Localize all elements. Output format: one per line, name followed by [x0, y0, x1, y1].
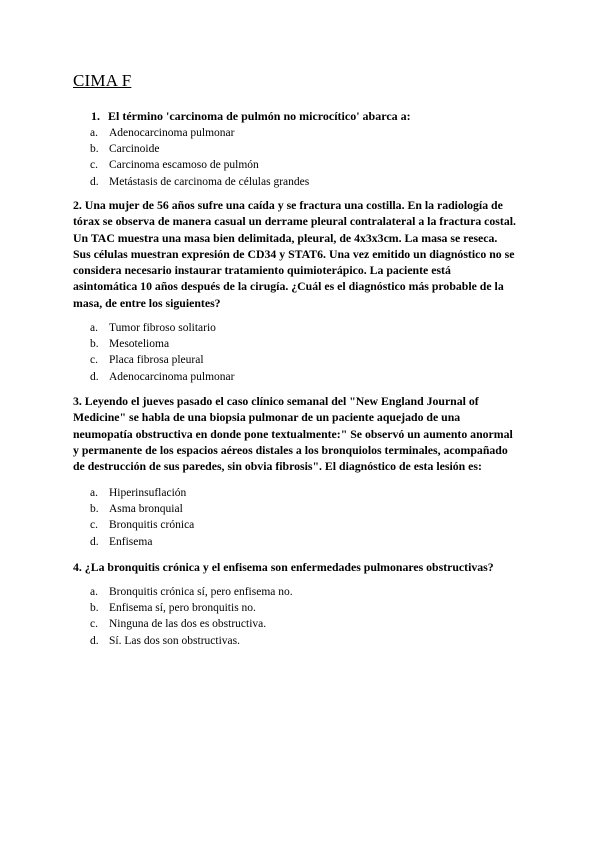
option-letter: d. [90, 535, 99, 548]
option-text: Asma bronquial [109, 503, 183, 516]
option-text: Metástasis de carcinoma de células grandes [109, 175, 310, 188]
question-2-stem [73, 197, 533, 311]
option-letter: a. [90, 586, 98, 598]
option-letter: c. [90, 354, 98, 367]
option-text: Enfisema [109, 535, 153, 548]
option-text: Ninguna de las dos es obstructiva. [109, 618, 267, 631]
option-text: Enfisema sí, pero bronquitis no. [109, 602, 256, 615]
question-4-stem [73, 559, 533, 575]
question-1-options [90, 125, 309, 190]
option-text: Placa fibrosa pleural [109, 354, 204, 367]
question-line: 4. ¿La bronquitis crónica y el enfisema son enfermedades pulmonares obstructivas? [73, 560, 494, 574]
question-3-options [90, 485, 194, 550]
question-line: Sus células muestran expresión de CD34 y STAT6. Una vez emitido un diagnóstico no se [73, 246, 515, 261]
question-line: de destrucción de sus paredes, sin obvia fibrosis". El diagnóstico de esta lesión es: [73, 459, 482, 474]
option-letter: d. [90, 175, 99, 188]
question-1-stem [91, 109, 411, 124]
option-letter: a. [90, 127, 98, 139]
option-text: Bronquitis crónica sí, pero enfisema no. [109, 586, 293, 598]
option-item [90, 534, 194, 550]
option-text: Bronquitis crónica [109, 519, 195, 532]
question-line: y permanente de los espacios aéreos distales a los bronquiolos terminales, acompañado [73, 442, 508, 457]
question-number: 1. [91, 109, 100, 123]
question-line: asintomática 10 años después de la cirugía. ¿Cuál es el diagnóstico más probable de la [73, 279, 504, 294]
option-item [90, 352, 235, 368]
page-title: CIMA F [73, 71, 132, 90]
question-3-stem [73, 393, 533, 474]
option-item [90, 157, 309, 173]
option-item [90, 336, 235, 352]
option-letter: c. [90, 618, 98, 631]
option-text: Hiperinsuflación [109, 487, 187, 499]
question-line: neumopatía obstructiva en donde pone textualmente:" Se observó un aumento anormal [73, 426, 513, 441]
option-item [90, 485, 194, 501]
option-text: Mesotelioma [109, 338, 170, 351]
option-item [90, 517, 194, 533]
option-letter: b. [90, 143, 99, 156]
question-line: 2. Una mujer de 56 años sufre una caída y se fractura una costilla. En la radiología de [73, 198, 503, 212]
option-item [90, 369, 235, 385]
option-item [90, 584, 293, 600]
question-line: Un TAC muestra una masa bien delimitada, pleural, de 4x3x3cm. La masa se reseca. [73, 230, 498, 245]
option-item [90, 141, 309, 157]
option-letter: c. [90, 159, 98, 172]
option-item [90, 600, 293, 616]
option-text: Adenocarcinoma pulmonar [109, 127, 235, 139]
option-letter: b. [90, 503, 99, 516]
option-text: Carcinoma escamoso de pulmón [109, 159, 259, 172]
question-line: tórax se observa de manera casual un derrame pleural contralateral a la fractura costal. [73, 214, 516, 229]
option-item [90, 320, 235, 336]
question-2-options [90, 320, 235, 385]
question-line: Medicine" se habla de una biopsia pulmonar de un paciente aquejado de una [73, 410, 461, 425]
option-letter: b. [90, 602, 99, 615]
option-item [90, 633, 293, 649]
option-item [90, 616, 293, 632]
option-text: Adenocarcinoma pulmonar [109, 370, 235, 383]
option-letter: d. [90, 370, 99, 383]
option-text: Carcinoide [109, 143, 160, 156]
option-item [90, 125, 309, 141]
option-letter: a. [90, 322, 98, 334]
option-letter: a. [90, 487, 98, 499]
option-text: Tumor fibroso solitario [109, 322, 216, 334]
question-line: masa, de entre los siguientes? [73, 295, 221, 310]
option-text: Sí. Las dos son obstructivas. [109, 634, 240, 647]
option-item [90, 174, 309, 190]
option-letter: b. [90, 338, 99, 351]
option-letter: d. [90, 634, 99, 647]
option-letter: c. [90, 519, 98, 532]
question-line: 3. Leyendo el jueves pasado el caso clínico semanal del "New England Journal of [73, 394, 479, 408]
question-text: El término 'carcinoma de pulmón no microcítico' abarca a: [108, 109, 411, 123]
question-4-options [90, 584, 293, 649]
option-item [90, 501, 194, 517]
question-line: considera necesario instaurar tratamiento quimioterápico. La paciente está [73, 263, 451, 278]
